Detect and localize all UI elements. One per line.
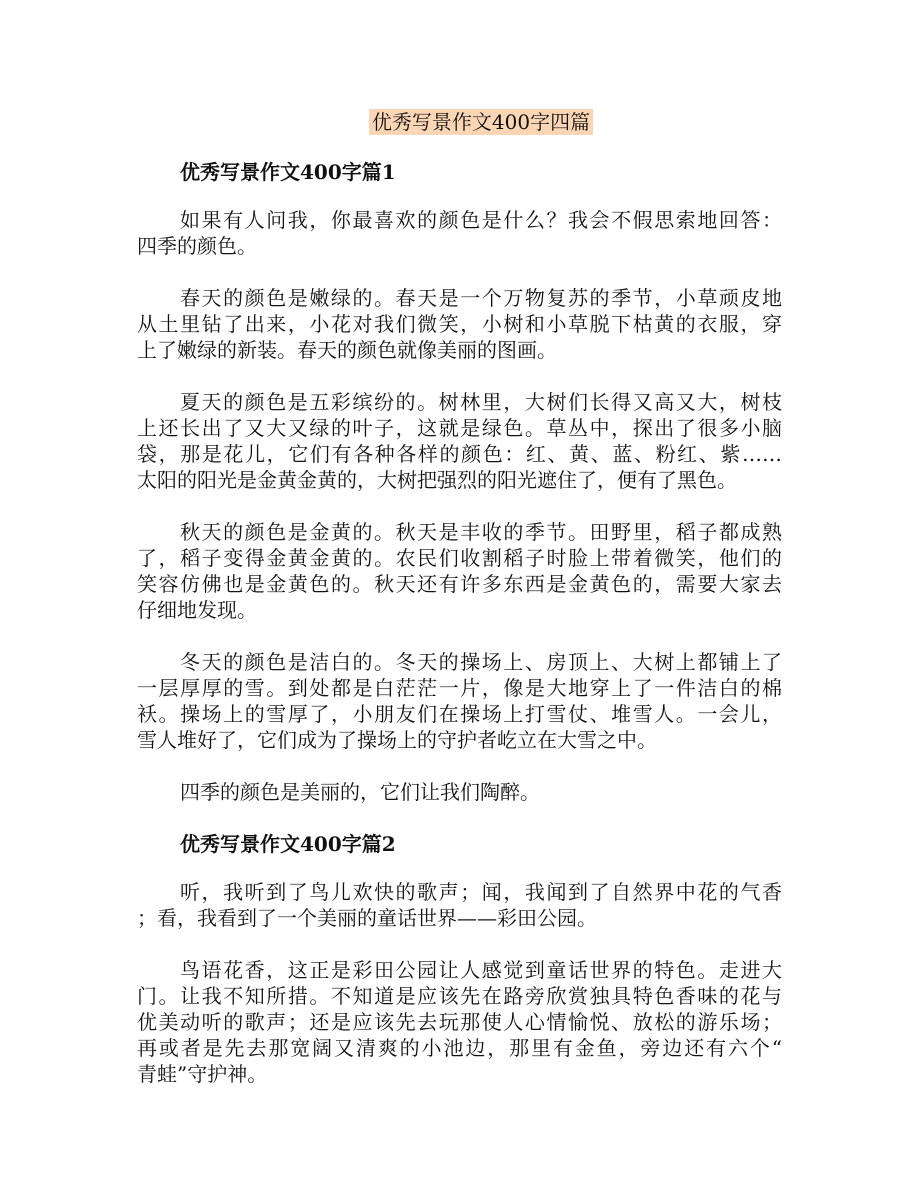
- paragraph: [137, 519, 782, 623]
- paragraph-line: 春天的颜色是嫩绿的。春天是一个万物复苏的季节，小草顽皮地: [180, 286, 782, 310]
- paragraph-line: 袋，那是花儿，它们有各种各样的颜色：红、黄、蓝、粉红、紫……: [137, 442, 782, 466]
- paragraph: [137, 649, 782, 753]
- paragraph-line: 上了嫩绿的新装。春天的颜色就像美丽的图画。: [137, 338, 557, 362]
- paragraph-line: 从土里钻了出来，小花对我们微笑，小树和小草脱下枯黄的衣服，穿: [137, 312, 782, 336]
- paragraph-line: 笑容仿佛也是金黄色的。秋天还有许多东西是金黄色的，需要大家去: [137, 572, 782, 596]
- paragraph: [137, 779, 782, 805]
- paragraph: [137, 389, 782, 493]
- paragraph-line: 青蛙”守护神。: [137, 1062, 268, 1086]
- paragraph-line: 仔细地发现。: [137, 598, 257, 622]
- paragraph-line: 袄。操场上的雪厚了，小朋友们在操场上打雪仗、堆雪人。一会儿，: [137, 702, 782, 726]
- title-container: [180, 109, 782, 135]
- paragraph-line: 如果有人问我，你最喜欢的颜色是什么？我会不假思索地回答：: [180, 208, 782, 232]
- paragraph: [137, 957, 782, 1087]
- paragraph-line: 四季的颜色是美丽的，它们让我们陶醉。: [180, 780, 540, 804]
- paragraph-line: 优美动听的歌声；还是应该先去玩那使人心情愉悦、放松的游乐场；: [137, 1010, 782, 1034]
- paragraph-line: 冬天的颜色是洁白的。冬天的操场上、房顶上、大树上都铺上了: [180, 650, 782, 674]
- paragraph-line: 了，稻子变得金黄金黄的。农民们收割稻子时脸上带着微笑，他们的: [137, 546, 782, 570]
- paragraph-line: 秋天的颜色是金黄的。秋天是丰收的季节。田野里，稻子都成熟: [180, 520, 782, 544]
- paragraph-line: 四季的颜色。: [137, 234, 257, 258]
- document-body: [137, 159, 782, 1087]
- paragraph-line: 听，我听到了鸟儿欢快的歌声；闻，我闻到了自然界中花的气香: [180, 880, 782, 904]
- paragraph: [137, 285, 782, 363]
- paragraph-line: 再或者是先去那宽阔又清爽的小池边，那里有金鱼，旁边还有六个“: [137, 1036, 782, 1060]
- section-heading: 优秀写景作文400字篇1: [180, 160, 396, 184]
- paragraph-line: 夏天的颜色是五彩缤纷的。树林里，大树们长得又高又大，树枝: [180, 390, 782, 414]
- paragraph-line: 鸟语花香，这正是彩田公园让人感觉到童话世界的特色。走进大: [180, 958, 782, 982]
- paragraph-line: 太阳的阳光是金黄金黄的，大树把强烈的阳光遮住了，便有了黑色。: [137, 468, 737, 492]
- paragraph: [137, 879, 782, 931]
- paragraph-line: 门。让我不知所措。不知道是应该先在路旁欣赏独具特色香味的花与: [137, 984, 782, 1008]
- paragraph-line: ；看，我看到了一个美丽的童话世界——彩田公园。: [137, 906, 597, 930]
- paragraph-line: 一层厚厚的雪。到处都是白茫茫一片，像是大地穿上了一件洁白的棉: [137, 676, 782, 700]
- paragraph-line: 上还长出了又大又绿的叶子，这就是绿色。草丛中，探出了很多小脑: [137, 416, 782, 440]
- paragraph-line: 雪人堆好了，它们成为了操场上的守护者屹立在大雪之中。: [137, 728, 657, 752]
- document-title: 优秀写景作文400字四篇: [369, 109, 593, 135]
- section-heading: 优秀写景作文400字篇2: [180, 832, 396, 856]
- paragraph: [137, 207, 782, 259]
